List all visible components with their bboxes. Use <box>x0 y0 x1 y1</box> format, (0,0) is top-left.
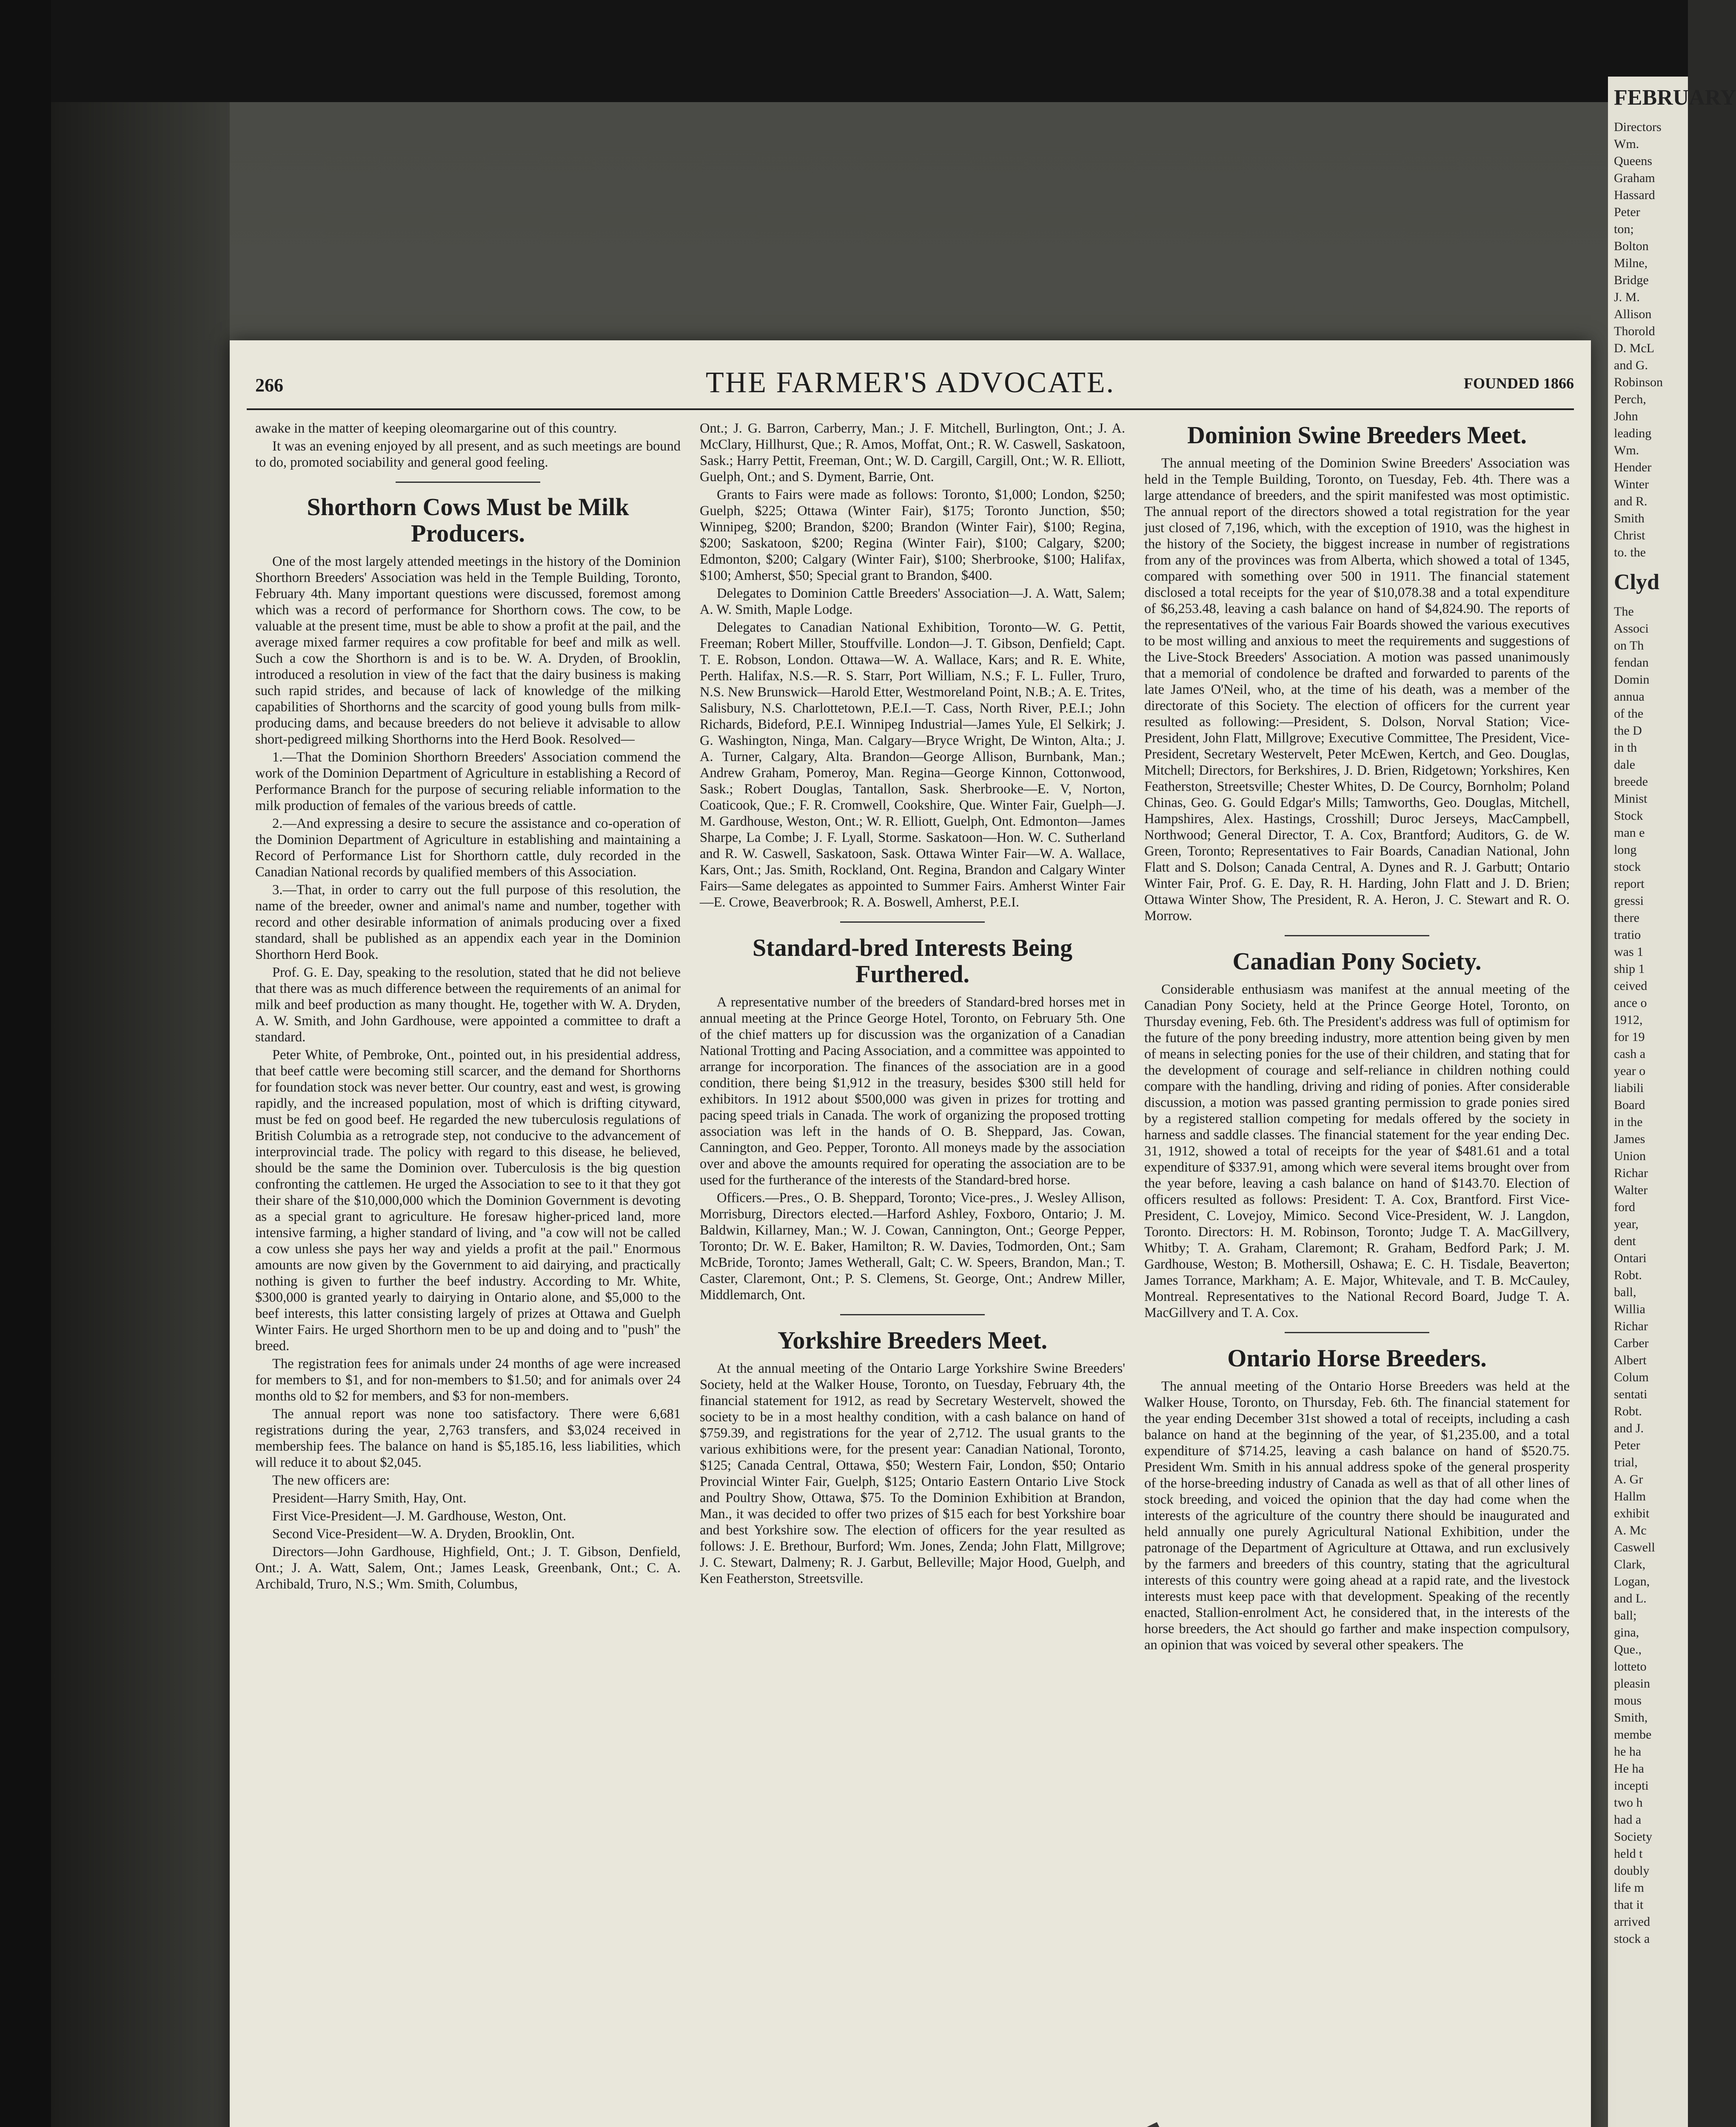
adjacent-page-line: Union <box>1614 1149 1646 1163</box>
column-1 <box>255 420 681 2127</box>
adjacent-page-line: Colum <box>1614 1370 1649 1384</box>
adjacent-page-line: Domin <box>1614 673 1650 687</box>
adjacent-page-line: Hallm <box>1614 1489 1646 1503</box>
paragraph: Delegates to Canadian National Exhibition, Toronto—W. G. Pettit, Freeman; Robert Miller, Stouffville. London—J. T. Gibson, Denfield; Capt. T. E. Robson, London. Ottawa—W. A. Wallace, Kars; and R. E. White, Perth. Halifax, N.S.—R. S. Starr, Port William, N.S.; F. L. Fuller, Truro, N.S. New Brunswick—Harold Etter, Westmoreland Point, N.B.; A. E. Trites, Salisbury, N.S. Charlottetown, P.E.I.—T. Cass, North River, P.E.I.; John Richards, Bideford, P.E.I. Winnipeg Industrial—James Yule, El Selkirk; J. G. Washington, Ninga, Man. Calgary—Bryce Wright, De Winton, Alta.; J. A. Turner, Calgary, Alta. Brandon—George Allison, Burnbank, Man.; Andrew Graham, Pomeroy, Man. Regina—George Kinnon, Cottonwood, Sask.; Robert Douglas, Tantallon, Sask. Sherbrooke—E. V, Norton, Coaticook, Que.; F. R. Cromwell, Cookshire, Que. Winter Fair, Guelph—J. M. Gardhouse, Weston, Ont.; W. R. Elliott, Guelph, Ont. Edmonton—James Sharpe, La Combe; J. F. Lyall, Storme. Saskatoon—Hon. W. C. Sutherland and R. W. Caswell, Saskatoon, Sask. Ottawa Winter Fair—W. A. Wallace, Kars, Ont.; Jas. Smith, Rockland, Ont. Regina, Brandon and Calgary Winter Fairs—Same delegates as appointed to Summer Fairs. Amherst Winter Fair—E. Crowe, Beaverbrook; R. A. Boswell, Amherst, P.E.I. <box>700 620 1125 910</box>
adjacent-page-line: Walter <box>1614 1183 1648 1197</box>
adjacent-page-line: Bolton <box>1614 239 1649 253</box>
adjacent-page-line: ball; <box>1614 1608 1637 1622</box>
adjacent-page-line: and R. <box>1614 494 1648 508</box>
scan-shadow <box>51 102 230 2127</box>
separator-rule <box>1285 935 1429 936</box>
adjacent-page-line: Thorold <box>1614 324 1655 338</box>
adjacent-page-line: leading <box>1614 426 1652 440</box>
adjacent-page-line: incepti <box>1614 1779 1649 1793</box>
adjacent-page-line: Clark, <box>1614 1557 1646 1571</box>
separator-rule <box>396 482 540 483</box>
column-3 <box>1144 420 1570 2127</box>
adjacent-page-line: year, <box>1614 1217 1639 1231</box>
paragraph: President—Harry Smith, Hay, Ont. <box>272 1491 467 1506</box>
adjacent-page-line: Willia <box>1614 1302 1645 1316</box>
adjacent-page-line: He ha <box>1614 1762 1644 1776</box>
adjacent-page-line: Hassard <box>1614 188 1655 202</box>
article-title-shorthorn: Shorthorn Cows Must be Milk Producers. <box>307 493 629 547</box>
adjacent-page-line: gina, <box>1614 1625 1639 1639</box>
adjacent-page-line: Ontari <box>1614 1251 1647 1265</box>
adjacent-page-line: A. Gr <box>1614 1472 1643 1486</box>
adjacent-page-line: Minist <box>1614 792 1648 806</box>
adjacent-page-line: had a <box>1614 1813 1642 1827</box>
adjacent-page-line: year o <box>1614 1064 1646 1078</box>
masthead <box>230 340 1591 413</box>
adjacent-page-line: dent <box>1614 1234 1636 1248</box>
paragraph: 1.—That the Dominion Shorthorn Breeders' Association commend the work of the Dominion Department of Agriculture in establishing a Record of Performance Branch for the purpose of securing reliable information to the milk production of females of the various breeds of cattle. <box>255 750 681 813</box>
adjacent-page-line: ball, <box>1614 1285 1636 1299</box>
adjacent-page-line: he ha <box>1614 1745 1642 1759</box>
adjacent-page-line: on Th <box>1614 639 1644 653</box>
adjacent-page-line: 1912, <box>1614 1013 1643 1027</box>
adjacent-page-line: doubly <box>1614 1864 1650 1878</box>
adjacent-page-line: held t <box>1614 1847 1643 1861</box>
paragraph: 2.—And expressing a desire to secure the assistance and co-operation of the Dominion Department of Agriculture in establishing and maintaining a Record of Performance List for Shorthorn cattle, duly recorded in the Canadian National records by qualified members of this Association. <box>255 816 681 880</box>
adjacent-page-line: to. the <box>1614 545 1646 559</box>
adjacent-page-line: D. McL <box>1614 341 1654 355</box>
adjacent-page-line: tratio <box>1614 928 1641 942</box>
adjacent-page-line: was 1 <box>1614 945 1644 959</box>
paragraph: Grants to Fairs were made as follows: Toronto, $1,000; London, $250; Guelph, $225; Ottawa (Winter Fair), $175; Toronto Junction, $50; Winnipeg, $200; Brandon, $200; Brandon (Winter Fair), $100; Regina, $200; Saskatoon, $200; Regina (Winter Fair), $100; Calgary, $200; Edmonton, $200; Calgary (Winter Fair), $100; Sherbrooke, $100; Halifax, $100; Amherst, $50; Special grant to Brandon, $400. <box>700 487 1125 583</box>
adjacent-page-line: Carber <box>1614 1336 1649 1350</box>
article-title-horse: Ontario Horse Breeders. <box>1227 1344 1487 1372</box>
adjacent-page-line: stock a <box>1614 1932 1650 1946</box>
paragraph: Officers.—Pres., O. B. Sheppard, Toronto; Vice-pres., J. Wesley Allison, Morrisburg, Directors elected.—Harford Ashley, Foxboro, Ontario; J. M. Baldwin, Killarney, Man.; W. J. Cowan, Cannington, Ont.; George Pepper, Toronto; Dr. W. E. Baker, Hamilton; R. W. Davies, Todmorden, Ont.; Sam McBride, Toronto; James Wetherall, Galt; C. W. Speers, Brandon, Man.; T. Caster, Claremont, Ont.; P. S. Clemens, St. George, Ont.; Andrew Miller, Middlemarch, Ont. <box>700 1190 1125 1303</box>
adjacent-page-line: Caswell <box>1614 1540 1655 1554</box>
adjacent-page-heading: Clyd <box>1614 570 1659 594</box>
paragraph: Delegates to Dominion Cattle Breeders' Association—J. A. Watt, Salem; A. W. Smith, Maple Lodge. <box>700 586 1125 617</box>
adjacent-page-line: liabili <box>1614 1081 1644 1095</box>
scanner-frame-top <box>0 0 1688 102</box>
paragraph: Directors—John Gardhouse, Highfield, Ont.; J. T. Gibson, Denfield, Ont.; J. A. Watt, Salem, Ont.; James Leask, Greenbank, Ont.; C. A. Archibald, Truro, N.S.; Wm. Smith, Columbus, <box>255 1544 681 1592</box>
adjacent-page-line: that it <box>1614 1898 1644 1912</box>
article-title-pony: Canadian Pony Society. <box>1232 947 1482 975</box>
adjacent-page-line: report <box>1614 877 1645 891</box>
adjacent-page-line: Richar <box>1614 1319 1648 1333</box>
adjacent-page-line: annua <box>1614 690 1645 704</box>
adjacent-page-line: Directors <box>1614 120 1662 134</box>
adjacent-page-line: man e <box>1614 826 1645 840</box>
separator-rule <box>840 1314 985 1315</box>
adjacent-page-line: ceived <box>1614 979 1648 993</box>
adjacent-page-line: exhibit <box>1614 1506 1650 1520</box>
adjacent-page-line: and G. <box>1614 358 1648 372</box>
adjacent-page-line: James <box>1614 1132 1645 1146</box>
adjacent-page-line: Society <box>1614 1830 1652 1844</box>
adjacent-page-line: in the <box>1614 1115 1643 1129</box>
adjacent-page-line: membe <box>1614 1728 1652 1742</box>
page-number: 266 <box>255 375 283 396</box>
adjacent-page-line: Associ <box>1614 622 1649 636</box>
paper-title: THE FARMER'S ADVOCATE. <box>705 366 1115 399</box>
paragraph: Ont.; J. G. Barron, Carberry, Man.; J. F. Mitchell, Burlington, Ont.; J. A. McClary, Hillhurst, Que.; R. Amos, Moffat, Ont.; R. W. Caswell, Saskatoon, Sask.; Harry Pettit, Freeman, Ont.; W. D. Cargill, Cargill, Ont.; W. R. Elliott, Guelph, Ont.; and S. Dyment, Barrie, Ont. <box>700 421 1125 485</box>
paragraph: A representative number of the breeders of Standard-bred horses met in annual meeting at the Prince George Hotel, Toronto, on February 5th. One of the chief matters up for discussion was the organization of a Canadian National Trotting and Pacing Association, and a committee was appointed to arrange for incorporation. The finances of the association are in a good condition, there being $1,912 in the treasury, besides $300 still held for exhibitors. In 1912 about $500,000 was given in prizes for trotting and pacing speed trials in Canada. The work of organizing the proposed trotting association was left in the hands of O. B. Sheppard, Jas. Cowan, Cannington, and Geo. Pepper, Toronto. All moneys made by the association over and above the amounts required for operating the association are to be used for the furtherance of the interests of the Standard-bred horse. <box>700 995 1125 1188</box>
adjacent-page-line: Robinson <box>1614 375 1663 389</box>
adjacent-page-line: John <box>1614 409 1638 423</box>
adjacent-page-line: Richar <box>1614 1166 1648 1180</box>
adjacent-page-line: ton; <box>1614 222 1634 236</box>
article-title-standard-bred: Standard-bred Interests Being Furthered. <box>753 934 1072 988</box>
adjacent-page-line: The <box>1614 604 1634 619</box>
adjacent-page-line: ford <box>1614 1200 1635 1214</box>
adjacent-page-line: Bridge <box>1614 273 1649 287</box>
paragraph: The registration fees for animals under 24 months of age were increased for members to $1, and for non-members to $1.50; and for animals over 24 months old to $2 for members, and $3 for non-members. <box>255 1356 681 1404</box>
adjacent-page-line: lotteto <box>1614 1659 1647 1674</box>
adjacent-page-line: and L. <box>1614 1591 1647 1605</box>
adjacent-page-line: Hender <box>1614 460 1652 474</box>
paragraph: At the annual meeting of the Ontario Large Yorkshire Swine Breeders' Society, held at the Walker House, Toronto, on Tuesday, February 4th, the financial statement for 1912, as read by Secretary Westervelt, showed the society to be in a most healthy condition, with a cash balance on hand of $759.39, and registrations for the year of 2,712. The usual grants to the various exhibitions were, for the present year: Canadian National, Toronto, $125; Canada Central, Ottawa, $50; Western Fair, London, $50; Ontario Provincial Winter Fair, Guelph, $125; Ontario Eastern Ontario Live Stock and Poultry Show, Ottawa, $75. To the Dominion Exhibition at Brandon, Man., it was decided to offer two prizes of $15 each for best Yorkshire boar and best Yorkshire sow. The election of officers for the year resulted as follows: J. E. Brethour, Burford; Wm. Jones, Zenda; John Flatt, Millgrove; J. C. Stewart, Dalmeny; R. J. Garbut, Belleville; Major Hood, Guelph, and Ken Featherston, Streetsville. <box>700 1361 1125 1586</box>
adjacent-page-line: fendan <box>1614 656 1649 670</box>
adjacent-page-line: the D <box>1614 724 1642 738</box>
adjacent-page-line: and J. <box>1614 1421 1644 1435</box>
adjacent-page-line: Board <box>1614 1098 1645 1112</box>
adjacent-page-line: Milne, <box>1614 256 1648 270</box>
paragraph: First Vice-President—J. M. Gardhouse, Weston, Ont. <box>272 1508 567 1524</box>
adjacent-page-line: sentati <box>1614 1387 1648 1401</box>
paragraph: Peter White, of Pembroke, Ont., pointed out, in his presidential address, that beef cattle were becoming still scarcer, and the demand for Shorthorns for foundation stock was never better. Our country, east and west, is growing rapidly, and the increased population, most of which is drifting cityward, must be fed on good beef. He regarded the new tuberculosis regulations of British Columbia as a retrograde step, not conducive to the advancement of interprovincial trade. The policy with regard to this disease, he believed, should be the same the Dominion over. Tuberculosis is the big question confronting the cattlemen. He urged the Association to see to it that they got their share of the $10,000,000 which the Dominion Government is devoting as a special grant to agriculture. He foresaw higher-priced land, more intensive farming, a higher standard of living, and "a cow will not be called a cow unless she pays her way and yields a profit at the pail." Enormous amounts are now given by the Government to aid dairying, and practically nothing is given to further the beef industry. According to Mr. White, $300,000 is granted yearly to dairying in Ontario alone, and $5,000 to the beef interests, this latter consisting largely of prizes at Ottawa and Guelph Winter Fairs. He urged Shorthorn men to be up and doing and to "push" the breed. <box>255 1047 681 1354</box>
paragraph: The annual meeting of the Dominion Swine Breeders' Association was held in the Temple Building, Toronto, on Tuesday, Feb. 4th. There was a large attendance of breeders, and the spirit manifested was most optimistic. The annual report of the directors showed a total registration for the year just closed of 7,196, which, with the exception of 1910, was the highest in the history of the Society, the biggest increase in number of registrations from any of the provinces was from Alberta, which showed a total of 1345, compared with something over 500 in 1911. The financial statement disclosed a total receipts for the year of $10,078.38 and a total expenditure of $6,253.48, leaving a cash balance on hand of $4,824.90. The reports of the representatives of the various Fair Boards showed the various executives to be most willing and anxious to meet the requirements and suggestions of the Live-Stock Breeders' Association. A motion was passed unanimously that a memorial of condolence be drafted and forwarded to parents of the late James O'Neil, who, at the time of his death, was a member of the directorate of this Society. The election of officers for the current year resulted as following:—President, S. Dolson, Norval Station; Vice-President, John Flatt, Millgrove; Executive Committee, The President, Vice-President, Secretary Westervelt, Peter McEwen, Kertch, and Geo. Douglas, Mitchell; Directors, for Berkshires, J. D. Brien, Ridgetown; Yorkshires, Ken Featherston, Streetsville; Chester Whites, D. De Courcy, Bornholm; Poland Chinas, Geo. G. Gould Edgar's Mills; Tamworths, Geo. Douglas, Mitchell, Hampshires, Alex. Hastings, Crosshill; Duroc Jerseys, MacCampbell, Northwood; General Director, T. A. Cox, Brantford; Auditors, G. de W. Green, Toronto; Representatives to Fair Boards, Canadian National, John Flatt and S. Dolson; Canada Central, A. Dynes and R. J. Garbutt; Ontario Winter Fair, Prof. G. E. Day, R. H. Harding, John Flatt and J. D. Brien; Ottawa Winter Show, The President, R. A. Heron, J. C. Stewart and R. O. Morrow. <box>1144 456 1570 924</box>
paragraph: 3.—That, in order to carry out the full purpose of this resolution, the name of the breeder, owner and animal's name and number, together with record and other desirable information of animals producing over a fixed standard, shall be published as an appendix each year in the Dominion Shorthorn Herd Book. <box>255 882 681 962</box>
article-title-yorkshire: Yorkshire Breeders Meet. <box>777 1326 1048 1354</box>
adjacent-page-line: in th <box>1614 741 1637 755</box>
scanner-frame-left <box>0 0 51 2127</box>
adjacent-page-line: Stock <box>1614 809 1643 823</box>
adjacent-page-line: trial, <box>1614 1455 1638 1469</box>
separator-rule <box>840 921 985 923</box>
column-2 <box>700 420 1125 2127</box>
adjacent-page-line: stock <box>1614 860 1641 874</box>
paragraph: It was an evening enjoyed by all present, and as such meetings are bound to do, promoted sociability and general good feeling. <box>255 439 681 470</box>
adjacent-page-line: Perch, <box>1614 392 1646 406</box>
adjacent-page-line: Smith, <box>1614 1711 1648 1725</box>
newspaper-page <box>230 340 1591 2127</box>
paragraph: The new officers are: <box>272 1473 390 1488</box>
paragraph: Prof. G. E. Day, speaking to the resolution, stated that he did not believe that there was as much difference between the requirements of an animal for milk and beef production as many thought. He, together with W. A. Dryden, A. W. Smith, and John Gardhouse, were appointed a committee to draft a standard. <box>255 965 681 1045</box>
adjacent-page-line: Logan, <box>1614 1574 1650 1588</box>
adjacent-page-line: gressi <box>1614 894 1644 908</box>
article-title-swine: Dominion Swine Breeders Meet. <box>1187 421 1527 449</box>
adjacent-page-line: Robt. <box>1614 1404 1642 1418</box>
adjacent-page-line: Peter <box>1614 1438 1640 1452</box>
paragraph: One of the most largely attended meetings in the history of the Dominion Shorthorn Breeders' Association was held in the Temple Building, Toronto, February 4th. Many important questions were discussed, foremost among which was a record of performance for Shorthorn cows. The cow, to be valuable at the present time, must be able to show a profit at the pail, and the average mixed farmer requires a cow profitable for beef and milk as well. Such a cow the Shorthorn is and is to be. W. A. Dryden, of Brooklin, introduced a resolution in view of the fact that the dairy business is making such rapid strides, and because of lack of knowledge of the milking capabilities of Shorthorns and the scarcity of good young bulls from milk-producing dams, and because breeders do not believe it advisable to allow short-pedigreed milking Shorthorns into the Herd Book. Resolved— <box>255 554 681 747</box>
adjacent-page-line: Allison <box>1614 307 1652 321</box>
masthead-rule <box>247 408 1574 410</box>
adjacent-page-line: arrived <box>1614 1915 1650 1929</box>
adjacent-page-line: breede <box>1614 775 1648 789</box>
adjacent-page-line: cash a <box>1614 1047 1646 1061</box>
adjacent-page-line: A. Mc <box>1614 1523 1647 1537</box>
adjacent-page-line: ance o <box>1614 996 1647 1010</box>
adjacent-page-line: ship 1 <box>1614 962 1645 976</box>
adjacent-page-line: mous <box>1614 1694 1642 1708</box>
adjacent-page-line: Smith <box>1614 511 1645 525</box>
adjacent-page-line: Peter <box>1614 205 1640 219</box>
adjacent-page-lines-a <box>1608 119 1688 561</box>
adjacent-page-line: Queens <box>1614 154 1652 168</box>
paragraph: awake in the matter of keeping oleomargarine out of this country. <box>255 421 617 436</box>
paragraph: The annual meeting of the Ontario Horse Breeders was held at the Walker House, Toronto, on Thursday, Feb. 6th. The financial statement for the year ending December 31st showed a total of receipts, including a cash balance on hand at the beginning of the year, of $1,235.00, and a total expenditure of $714.25, leaving a cash balance on hand of $520.75. President Wm. Smith in his annual address spoke of the general prosperity of the horse-breeding industry of Canada as well as that of all other lines of stock breeding, and voiced the opinion that the day had come when the interests of the agriculture of the country there should be inaugurated and held annually one purely Agricultural National Exhibition, under the patronage of the Department of Agriculture at Ottawa, and run exclusively by the farmers and breeders of this country, stating that the agricultural interests of this country were going ahead at a rapid rate, and the livestock interests must keep pace with that development. Speaking of the recently enacted, Stallion-enrolment Act, he considered that, in the interests of the horse breeders, the Act should go farther and make inspection compulsory, an opinion that was voiced by several other speakers. The <box>1144 1379 1570 1653</box>
adjacent-page-line: for 19 <box>1614 1030 1645 1044</box>
adjacent-page-line: of the <box>1614 707 1644 721</box>
adjacent-page-line: Que., <box>1614 1642 1642 1657</box>
paragraph: The annual report was none too satisfactory. There were 6,681 registrations during the year, 2,763 transfers, and $3,024 received in membership fees. The balance on hand is $5,185.16, less liabilities, which will reduce it to about $2,045. <box>255 1406 681 1470</box>
adjacent-page-line: pleasin <box>1614 1677 1650 1691</box>
adjacent-page-line: Wm. <box>1614 443 1639 457</box>
founded-note: FOUNDED 1866 <box>1464 375 1574 392</box>
adjacent-page-line: life m <box>1614 1881 1644 1895</box>
adjacent-page-line: J. M. <box>1614 290 1640 304</box>
adjacent-page-line: Graham <box>1614 171 1655 185</box>
adjacent-page-line: Christ <box>1614 528 1645 542</box>
paragraph: Second Vice-President—W. A. Dryden, Brooklin, Ont. <box>272 1526 575 1542</box>
adjacent-page-header: FEBRUARY <box>1614 86 1736 110</box>
adjacent-page-lines-b <box>1608 603 1688 1947</box>
adjacent-page-line: Albert <box>1614 1353 1647 1367</box>
adjacent-page-line: Winter <box>1614 477 1649 491</box>
adjacent-page-line: there <box>1614 911 1639 925</box>
adjacent-page-line: Wm. <box>1614 137 1639 151</box>
paragraph: Considerable enthusiasm was manifest at the annual meeting of the Canadian Pony Society, held at the Prince George Hotel, Toronto, on Thursday evening, Feb. 6th. The President's address was full of optimism for the future of the pony breeding industry, more attention being given by men of means in selecting ponies for the use of their children, and stating that for the development of courage and self-reliance in children nothing could compare with the handling, driving and riding of ponies. After considerable discussion, a motion was passed granting permission to grade ponies sired by a registered stallion competing for medals offered by the society in harness and saddle classes. The financial statement for the year ending Dec. 31, 1912, showed a total of receipts for the year of $481.61 and a total expenditure of $337.91, among which were several items brought over from the year before, leaving a cash balance on hand of $143.70. Election of officers resulted as follows: President: T. A. Cox, Brantford. First Vice-President, C. Lovejoy, Mimico. Second Vice-President, W. J. Langdon, Toronto. Directors: H. M. Robinson, Toronto; Judge T. A. MacGillvery, Whitby; T. A. Graham, Claremont; R. Graham, Bedford Park; J. M. Gardhouse, Weston; B. Mothersill, Oshawa; E. C. H. Tisdale, Beaverton; James Torrance, Markham; A. E. Major, Whitevale, and T. B. McCauley, Montreal. Representatives to the National Record Board, Judge T. A. MacGillvery and T. A. Cox. <box>1144 982 1570 1320</box>
adjacent-page-line: Robt. <box>1614 1268 1642 1282</box>
adjacent-page-line: two h <box>1614 1796 1643 1810</box>
adjacent-page-edge <box>1608 77 1736 2127</box>
separator-rule <box>1285 1332 1429 1333</box>
adjacent-page-line: dale <box>1614 758 1635 772</box>
adjacent-page-line: long <box>1614 843 1637 857</box>
